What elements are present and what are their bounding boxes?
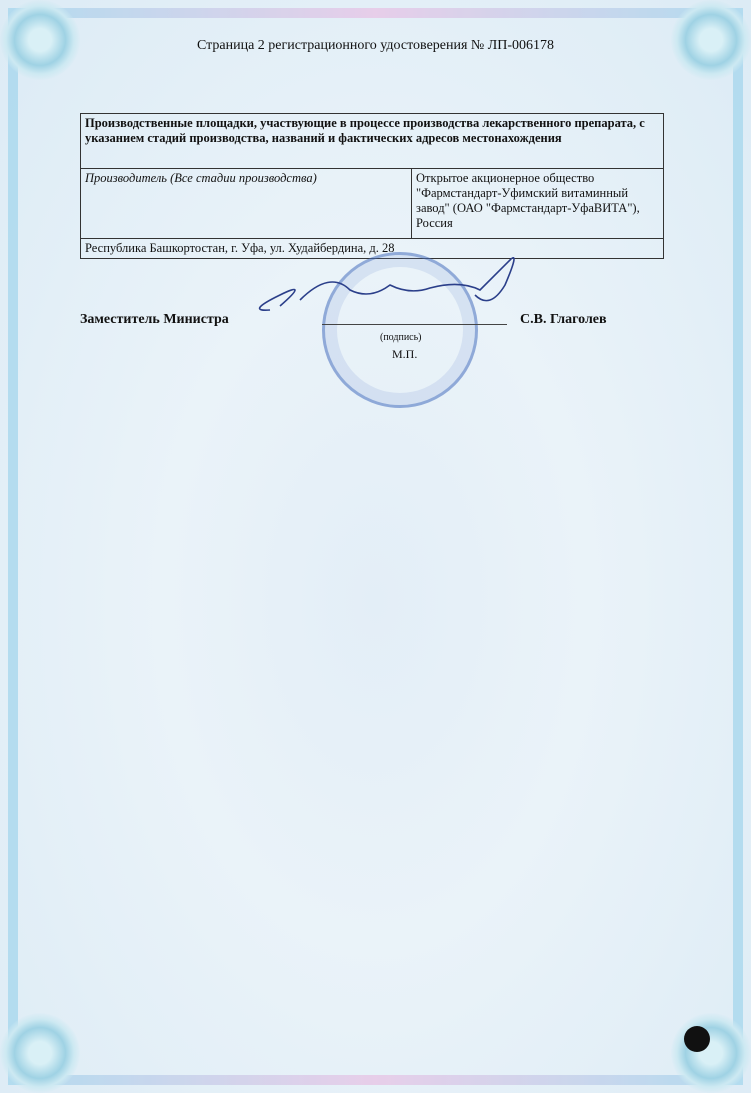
seal-label: М.П. <box>392 347 418 361</box>
handwritten-signature <box>240 240 530 320</box>
signature-caption: (подпись) <box>380 332 422 343</box>
production-sites-table <box>80 113 664 259</box>
manufacturer-company: Открытое акционерное общество "Фармстандарт-Уфимский витаминный завод" (ОАО "Фармстандарт-УфаВИТА"), Россия <box>412 169 664 239</box>
manufacturer-address: Республика Башкортостан, г. Уфа, ул. Худайбердина, д. 28 <box>81 239 664 259</box>
table-header: Производственные площадки, участвующие в процессе производства лекарственного препарата, с указанием стадий производства, названий и фактических адресов местонахождения <box>81 114 664 169</box>
page-title: Страница 2 регистрационного удостоверения № ЛП-006178 <box>196 38 555 53</box>
signature-line <box>322 324 507 325</box>
manufacturer-role: Производитель (Все стадии производства) <box>81 169 412 239</box>
corner-rosette-icon <box>0 1013 80 1093</box>
signer-name: С.В. Глаголев <box>520 312 607 327</box>
corner-rosette-icon <box>671 1013 751 1093</box>
signer-position: Заместитель Министра <box>80 312 229 327</box>
hole-punch-icon <box>684 1026 710 1052</box>
